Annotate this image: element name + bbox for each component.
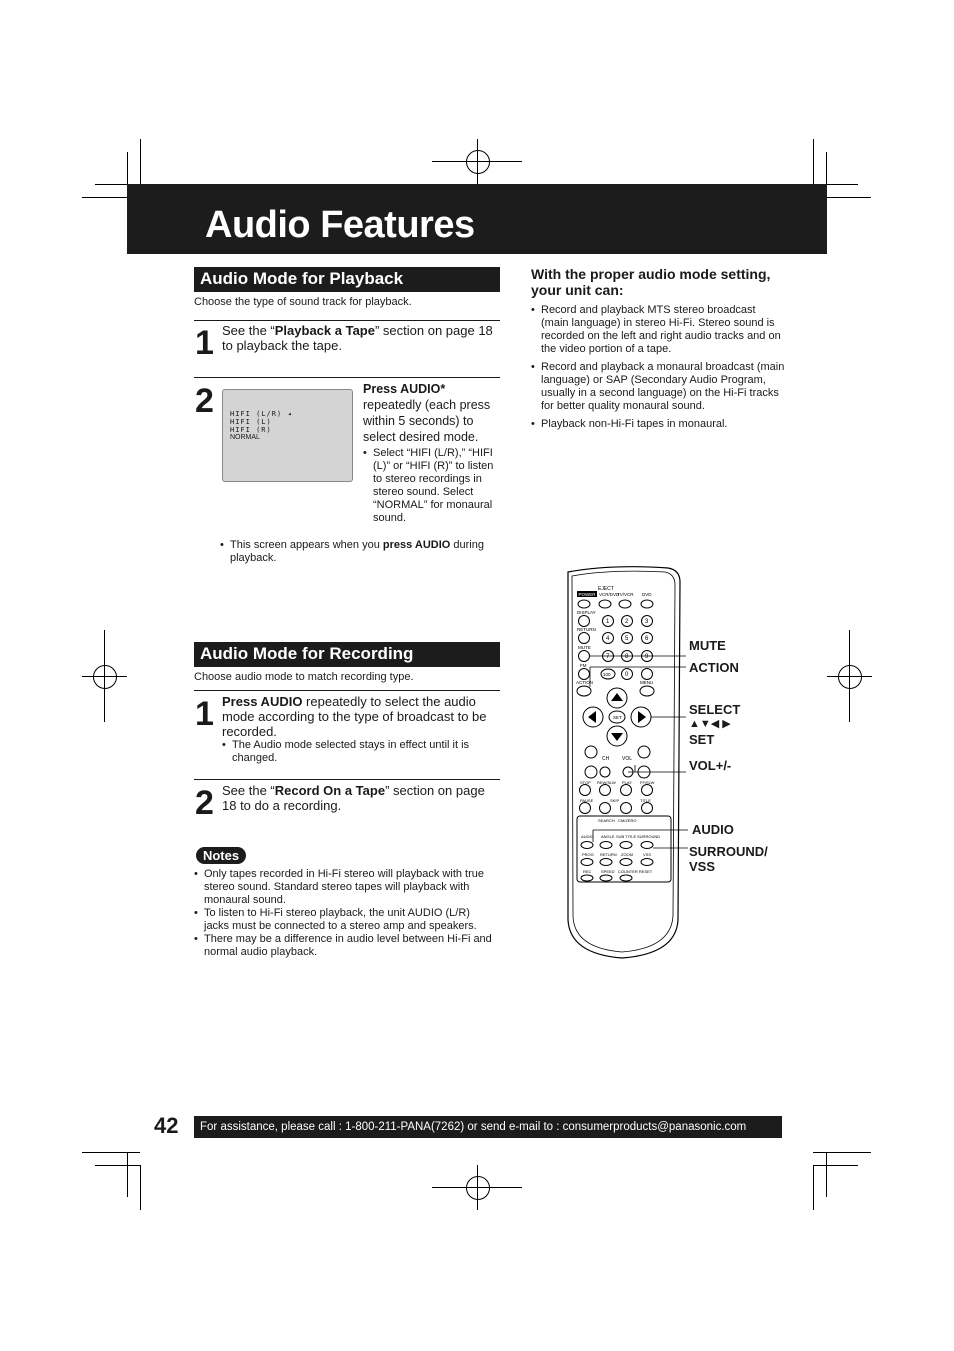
- registration-circle: [466, 150, 490, 174]
- play-label: PLAY: [622, 780, 632, 785]
- digit: 5: [625, 636, 629, 642]
- surround-label: SURROUND: [637, 834, 661, 839]
- footer-assistance: For assistance, please call : 1-800-211-PANA(7262) or send e-mail to : consumerproducts@panasonic.com: [194, 1116, 782, 1138]
- skip-label: SKIP: [610, 798, 620, 803]
- proper-heading: With the proper audio mode setting, your unit can:: [531, 266, 771, 298]
- divider: [194, 320, 500, 321]
- playback-step2-text: [363, 381, 501, 525]
- list-item: • The Audio mode selected stays in effect until it is changed.: [222, 739, 502, 765]
- page-number: 42: [154, 1113, 179, 1138]
- instruction-bold: Press AUDIO: [222, 694, 303, 709]
- callout-surround: SURROUND/ VSS: [689, 844, 768, 874]
- playback-subtitle: Choose the type of sound track for playback.: [194, 296, 412, 308]
- digit: 100: [603, 672, 611, 677]
- digit: 0: [625, 672, 629, 678]
- list-item: • Select “HIFI (L/R),” “HIFI (L)” or “HIFI (R)” to listen to stereo recordings in stereo sound. Select “NORMAL” for monaural sound.: [363, 447, 501, 525]
- registration-circle: [466, 1176, 490, 1200]
- notes-list: [194, 868, 498, 959]
- vol-label: VOL: [622, 756, 633, 762]
- text: See the “: [222, 323, 275, 338]
- pause-label: PAUSE: [580, 798, 594, 803]
- on-screen-display: [222, 389, 353, 482]
- fm-label: FM: [580, 663, 587, 668]
- subtitle-label: SUB TITLE: [616, 834, 637, 839]
- list-item: • Playback non-Hi-Fi tapes in monaural.: [531, 418, 785, 431]
- digit: 2: [625, 619, 629, 625]
- title-label: TITLE: [640, 798, 651, 803]
- crop-mark: [813, 1165, 814, 1210]
- recording-step2-text: See the “Record On a Tape” section on page 18 to do a recording.: [222, 783, 485, 813]
- callout-action: ACTION: [689, 660, 739, 675]
- digit: 7: [606, 654, 610, 660]
- digit: 6: [645, 636, 649, 642]
- playback-step1-text: [222, 323, 498, 353]
- title-bar: [127, 184, 827, 254]
- digit: 3: [645, 619, 649, 625]
- recording-subtitle: Choose audio mode to match recording type.: [194, 671, 414, 683]
- vss-label: VSS: [643, 852, 652, 857]
- divider: [194, 690, 500, 691]
- screen-line: NORMAL: [230, 434, 260, 441]
- crop-mark: [813, 1165, 858, 1166]
- list-item: • Record and playback MTS stereo broadcast (main language) in stereo Hi-Fi. Stereo sound is recorded on the left and right audio tracks and on the video portion of a tape.: [531, 304, 785, 356]
- set-label: SET: [613, 715, 622, 720]
- angle-label: ANGLE: [601, 834, 615, 839]
- prog-label: PROG: [582, 852, 594, 857]
- vcr-dvd-label: VCR/DVD: [599, 592, 620, 597]
- callout-select: SELECT ▲▼◀ ▶ SET: [689, 702, 741, 747]
- rec-label: REC: [583, 869, 592, 874]
- recording-step1-text: [222, 694, 502, 765]
- dvd-label: DVD: [642, 592, 652, 597]
- mute-label: MUTE: [578, 645, 591, 650]
- page-title: Audio Features: [205, 204, 475, 246]
- zoom-label: ZOOM: [621, 852, 633, 857]
- callout-mute: MUTE: [689, 638, 726, 653]
- callout-audio: AUDIO: [692, 822, 734, 837]
- list-item: • To listen to Hi-Fi stereo playback, the unit AUDIO (L/R) jacks must be connected to a stereo amp and speakers.: [194, 907, 498, 933]
- divider: [194, 377, 500, 378]
- remote-control: [560, 560, 790, 975]
- eject-label: EJECT: [598, 586, 614, 592]
- power-label: POWER: [578, 592, 596, 597]
- digit: 4: [606, 636, 610, 642]
- list-item: • Only tapes recorded in Hi-Fi stereo will playback with true stereo sound. Standard stereo tapes will playback with monaural sound.: [194, 868, 498, 907]
- return-b-label: RETURN: [600, 852, 617, 857]
- screen-line: HIFI (L/R) ◂: [230, 410, 293, 418]
- stop-label: STOP: [580, 780, 591, 785]
- rew-label: REW/SLW: [597, 780, 616, 785]
- speed-label: SPEED: [601, 869, 615, 874]
- display-label: DISPLAY: [577, 610, 596, 615]
- crop-mark: [95, 1165, 140, 1166]
- proper-list: [531, 304, 785, 431]
- return-label: RETURN: [577, 627, 596, 632]
- playback-heading: Audio Mode for Playback: [194, 267, 500, 292]
- ff-label: FF/SLW: [640, 780, 655, 785]
- crop-mark: [826, 1152, 827, 1197]
- counter-label: COUNTER RESET: [618, 869, 653, 874]
- recording-heading: Audio Mode for Recording: [194, 642, 500, 667]
- screen-line: HIFI (L): [230, 418, 272, 426]
- step-number: 2: [195, 784, 214, 822]
- ch-label: CH: [602, 756, 610, 762]
- crop-mark: [813, 1152, 871, 1153]
- search-label: SEARCH: [598, 818, 615, 823]
- digit: 1: [606, 619, 610, 625]
- instruction-bold: Press AUDIO*: [363, 382, 446, 396]
- audio-label: AUDIO: [581, 834, 594, 839]
- registration-circle: [838, 665, 862, 689]
- list-item: • Record and playback a monaural broadcast (main language) or SAP (Secondary Audio Program, usually in a second language) on the Hi-Fi tracks for better quality monaural sound.: [531, 361, 785, 413]
- instruction-text: repeatedly (each press within 5 seconds) to select desired mode.: [363, 398, 491, 444]
- text: ” section on page 18 to playback the tape.: [222, 323, 493, 353]
- instruction-text: repeatedly to select the audio mode according to the type of broadcast to be recorded.: [222, 694, 487, 739]
- action-label: ACTION: [576, 680, 594, 685]
- digit: 9: [645, 654, 649, 660]
- crop-mark: [82, 1152, 140, 1153]
- screen-line: HIFI (R): [230, 426, 272, 434]
- ref-title: Playback a Tape: [274, 323, 375, 338]
- crop-mark: [140, 1165, 141, 1210]
- list-item: • There may be a difference in audio level between Hi-Fi and normal audio playback.: [194, 933, 498, 959]
- callout-vol: VOL+/-: [689, 758, 732, 773]
- step-number: 1: [195, 324, 214, 362]
- crop-mark: [127, 1152, 128, 1197]
- step-number: 1: [195, 695, 214, 733]
- tv-vcr-label: TV/VCR: [617, 592, 634, 597]
- divider: [194, 779, 500, 780]
- menu-label: MENU: [640, 680, 654, 685]
- notes-badge: Notes: [196, 847, 246, 864]
- step-number: 2: [195, 382, 214, 420]
- digit: 8: [625, 654, 629, 660]
- screen-note: • This screen appears when you press AUDIO during playback.: [220, 539, 506, 565]
- cm-zero-label: CM/ZERO: [618, 818, 637, 823]
- registration-circle: [93, 665, 117, 689]
